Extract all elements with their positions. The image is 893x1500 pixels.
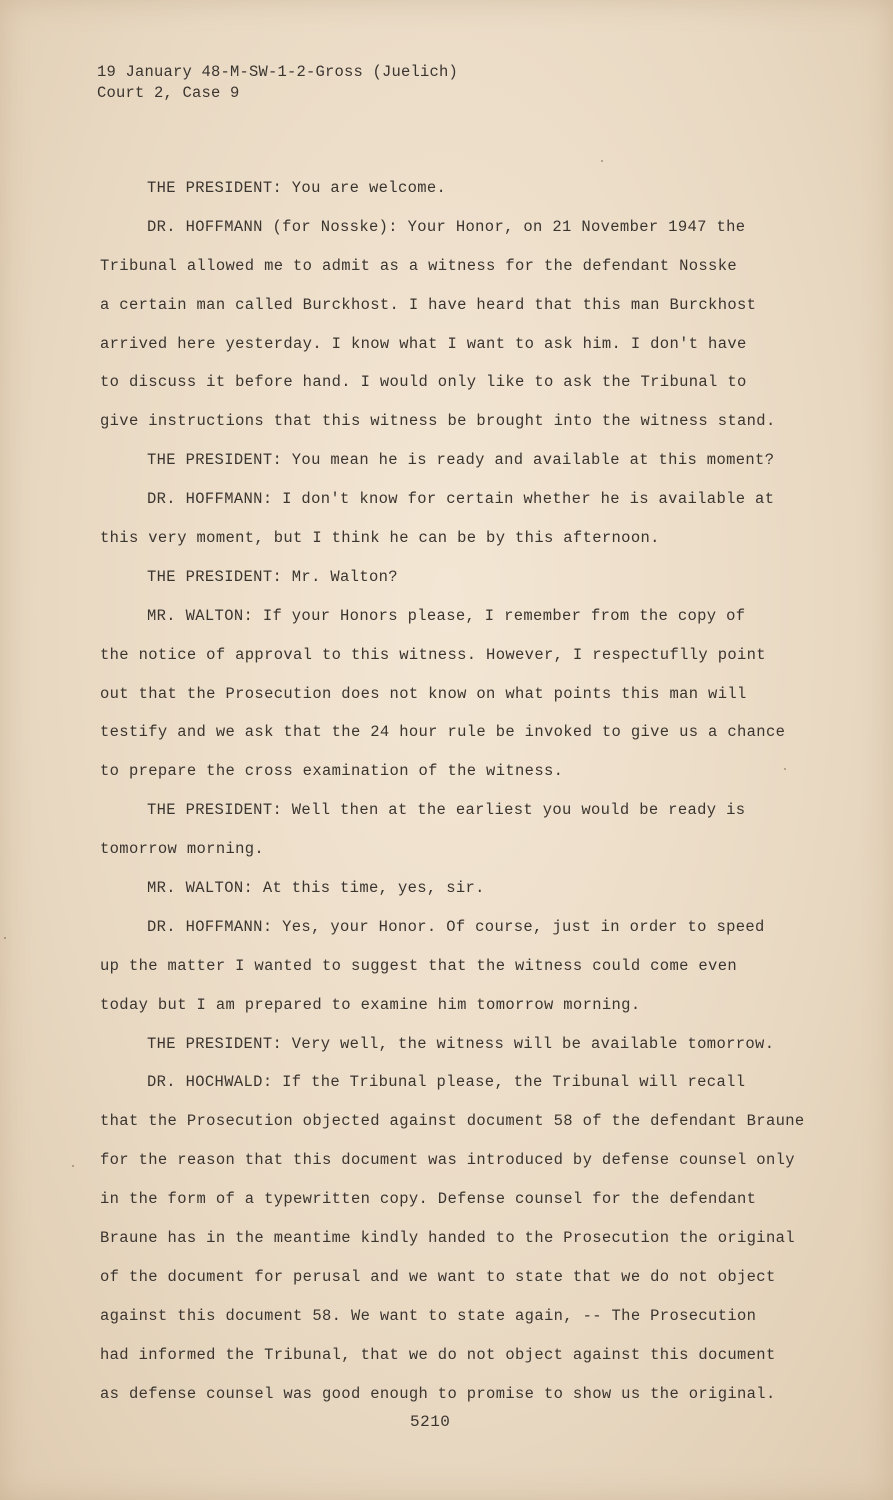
transcript-line: testify and we ask that the 24 hour rule be invoked to give us a chance [100, 723, 786, 742]
transcript-line: to discuss it before hand. I would only like to ask the Tribunal to [100, 373, 747, 392]
document-header [97, 62, 458, 104]
transcript-line: against this document 58. We want to state again, -- The Prosecution [100, 1306, 757, 1325]
paper-speck [784, 768, 786, 770]
transcript-line: out that the Prosecution does not know on what points this man will [100, 684, 747, 703]
transcript-line: give instructions that this witness be brought into the witness stand. [100, 412, 776, 431]
paper-speck [72, 1165, 74, 1167]
transcript-line: Braune has in the meantime kindly handed to the Prosecution the original [100, 1229, 795, 1248]
header-line-date-reference: 19 January 48-M-SW-1-2-Gross (Juelich) [97, 63, 459, 81]
transcript-line: DR. HOFFMANN: Yes, your Honor. Of course, just in order to speed [147, 917, 765, 936]
transcript-line: DR. HOFFMANN (for Nosske): Your Honor, on 21 November 1947 the [147, 217, 746, 236]
transcript-line: in the form of a typewritten copy. Defense counsel for the defendant [100, 1190, 757, 1209]
transcript-line: THE PRESIDENT: Well then at the earliest you would be ready is [147, 801, 746, 820]
transcript-line: of the document for perusal and we want to state that we do not object [100, 1267, 776, 1286]
transcript-line: as defense counsel was good enough to promise to show us the original. [100, 1384, 776, 1403]
transcript-line: tomorrow morning. [100, 840, 265, 859]
transcript-line: THE PRESIDENT: Mr. Walton? [147, 567, 398, 586]
transcript-line: DR. HOCHWALD: If the Tribunal please, the Tribunal will recall [147, 1073, 746, 1092]
transcript-line: MR. WALTON: At this time, yes, sir. [147, 879, 485, 898]
transcript-line: that the Prosecution objected against document 58 of the defendant Braune [100, 1112, 805, 1131]
transcript-line: arrived here yesterday. I know what I want to ask him. I don't have [100, 334, 747, 353]
transcript-line: DR. HOFFMANN: I don't know for certain whether he is available at [147, 490, 775, 509]
transcript-line: this very moment, but I think he can be by this afternoon. [100, 529, 660, 548]
transcript-line: today but I am prepared to examine him tomorrow morning. [100, 995, 641, 1014]
transcript-line: up the matter I wanted to suggest that the witness could come even [100, 956, 737, 975]
transcript-line: THE PRESIDENT: You mean he is ready and available at this moment? [147, 451, 775, 470]
header-line-court-case: Court 2, Case 9 [97, 84, 240, 102]
paper-speck [4, 937, 6, 939]
transcript-line: had informed the Tribunal, that we do not object against this document [100, 1345, 776, 1364]
transcript-body [100, 176, 805, 1421]
transcript-line: the notice of approval to this witness. However, I respectuflly point [100, 645, 766, 664]
transcript-line: to prepare the cross examination of the witness. [100, 762, 564, 781]
transcript-line: a certain man called Burckhost. I have heard that this man Burckhost [100, 295, 757, 314]
transcript-line: THE PRESIDENT: Very well, the witness will be available tomorrow. [147, 1034, 775, 1053]
transcript-line: THE PRESIDENT: You are welcome. [147, 179, 447, 197]
paper-speck [601, 160, 603, 162]
transcript-line: Tribunal allowed me to admit as a witness for the defendant Nosske [100, 256, 737, 275]
transcript-line: MR. WALTON: If your Honors please, I remember from the copy of [147, 606, 746, 625]
page-number: 5210 [410, 1413, 451, 1431]
transcript-line: for the reason that this document was introduced by defense counsel only [100, 1151, 795, 1170]
